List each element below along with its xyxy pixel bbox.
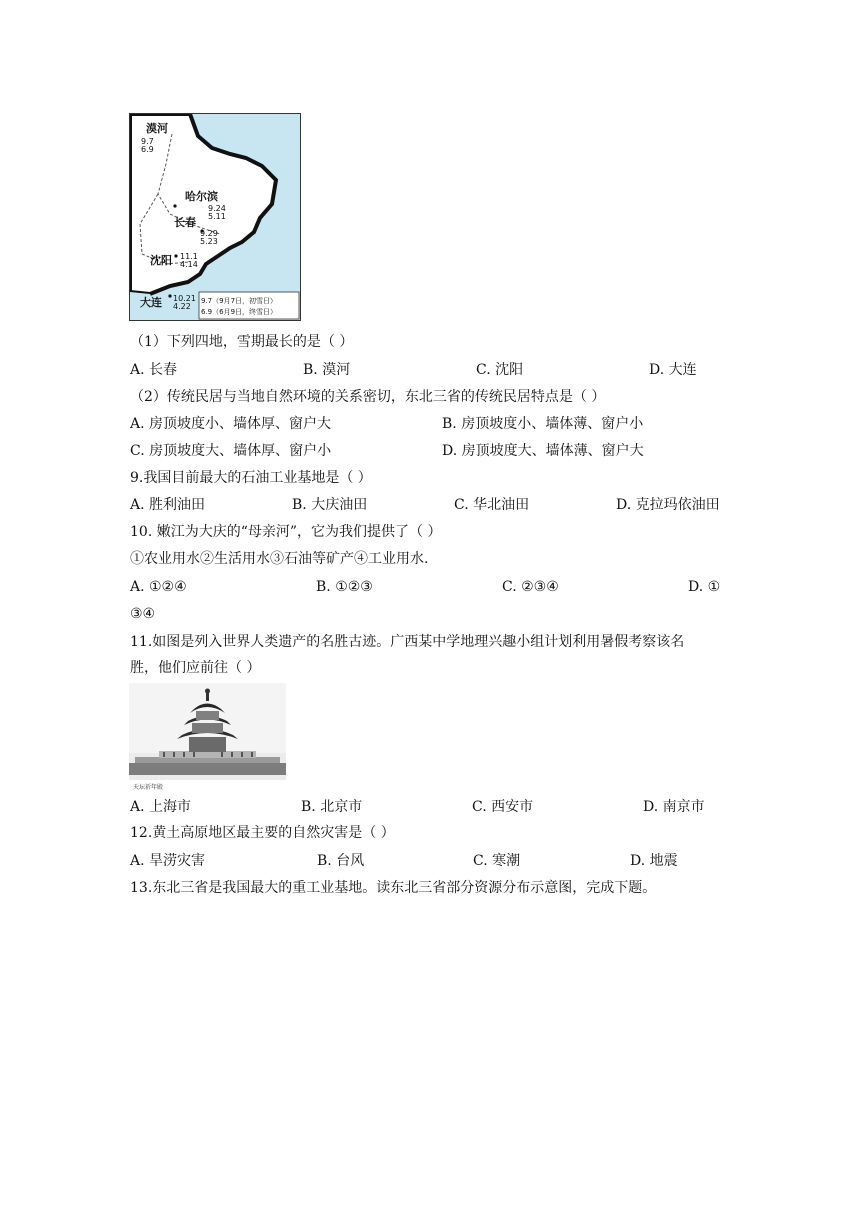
q1-stem: （1）下列四地，雪期最长的是（ ） <box>130 334 354 350</box>
q11-stem-line2: 胜，他们应前往（ ） <box>130 660 261 676</box>
city-first-dalian: 10.21 <box>173 294 196 303</box>
q12-option-c: C. 寒潮 <box>473 853 521 869</box>
map-legend-line1: 9.7（9月7日，初雪日） <box>201 297 278 305</box>
q9-stem: 9.我国目前最大的石油工业基地是（ ） <box>130 470 372 486</box>
photo-caption: 天坛祈年殿 <box>133 784 164 791</box>
city-last-harbin: 5.11 <box>208 212 226 221</box>
city-last-changchun: 5.23 <box>200 237 218 246</box>
q9-option-c: C. 华北油田 <box>454 497 530 513</box>
city-label-mohe: 漠河 <box>146 122 168 135</box>
q10-items: ①农业用水②生活用水③石油等矿产④工业用水. <box>130 551 429 567</box>
city-last-dalian: 4.22 <box>173 302 191 311</box>
snow-period-map <box>129 113 301 321</box>
q12-option-d: D. 地震 <box>630 853 678 869</box>
city-label-shenyang: 沈阳 <box>150 254 172 267</box>
temple-of-heaven-photo <box>129 683 286 793</box>
city-first-shenyang: 11.1 <box>180 252 198 261</box>
q1-option-d: D. 大连 <box>649 362 697 378</box>
q11-option-b: B. 北京市 <box>301 799 363 815</box>
q10-option-b: B. ①②③ <box>316 579 373 595</box>
city-label-changchun: 长春 <box>174 216 196 229</box>
q12-stem: 12.黄土高原地区最主要的自然灾害是（ ） <box>130 825 395 841</box>
city-label-harbin: 哈尔滨 <box>185 190 218 203</box>
q1-option-b: B. 漠河 <box>303 362 351 378</box>
q12-option-a: A. 旱涝灾害 <box>130 853 206 869</box>
q2-option-b: B. 房顶坡度小、墙体薄、窗户小 <box>442 416 644 432</box>
q10-option-d: D. ① <box>688 579 721 595</box>
q11-option-c: C. 西安市 <box>472 799 534 815</box>
q1-option-a: A. 长春 <box>130 362 178 378</box>
q11-stem-line1: 11.如图是列入世界人类遗产的名胜古迹。广西某中学地理兴趣小组计划利用暑假考察该名 <box>130 634 685 650</box>
q9-option-d: D. 克拉玛依油田 <box>616 497 720 513</box>
city-last-shenyang: 4.14 <box>180 260 198 269</box>
q11-option-a: A. 上海市 <box>130 799 192 815</box>
q2-option-a: A. 房顶坡度小、墙体厚、窗户大 <box>130 416 332 432</box>
q10-option-d-continued: ③④ <box>130 606 156 622</box>
q10-option-a: A. ①②④ <box>130 579 187 595</box>
city-first-mohe: 9.7 <box>141 137 154 146</box>
q9-option-a: A. 胜利油田 <box>130 497 206 513</box>
q2-option-d: D. 房顶坡度大、墙体薄、窗户大 <box>442 443 644 459</box>
q12-option-b: B. 台风 <box>317 853 365 869</box>
city-last-mohe: 6.9 <box>141 145 154 154</box>
city-first-harbin: 9.24 <box>208 204 226 213</box>
map-legend-line2: 6.9（6月9日，终雪日） <box>201 308 278 316</box>
q10-stem: 10. 嫩江为大庆的“母亲河”，它为我们提供了（ ） <box>130 524 442 540</box>
q2-option-c: C. 房顶坡度大、墙体厚、窗户小 <box>130 443 332 459</box>
city-first-changchun: 9.29 <box>200 229 218 238</box>
q2-stem: （2）传统民居与当地自然环境的关系密切，东北三省的传统民居特点是（ ） <box>130 389 606 405</box>
q1-option-c: C. 沈阳 <box>476 362 524 378</box>
city-label-dalian: 大连 <box>140 296 162 309</box>
q11-option-d: D. 南京市 <box>643 799 705 815</box>
q13-stem: 13.东北三省是我国最大的重工业基地。读东北三省部分资源分布示意图，完成下题。 <box>130 880 657 896</box>
q10-option-c: C. ②③④ <box>502 579 559 595</box>
q9-option-b: B. 大庆油田 <box>292 497 368 513</box>
